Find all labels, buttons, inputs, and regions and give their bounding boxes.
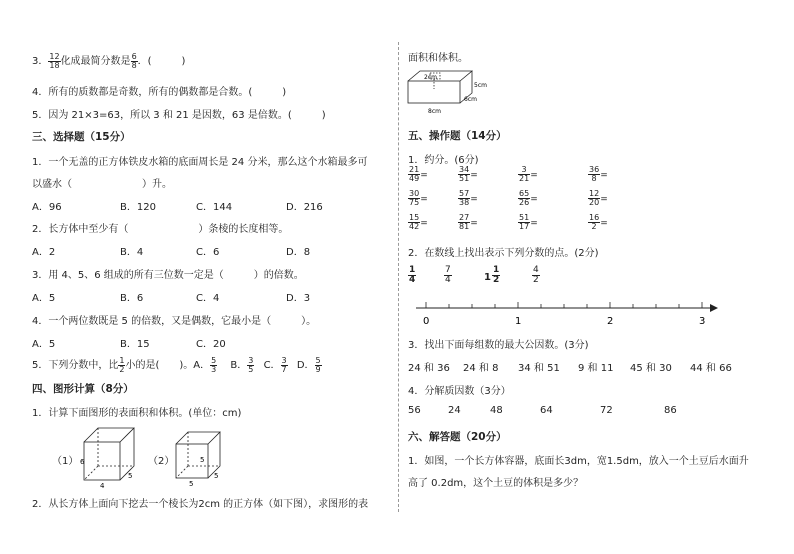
number-line: [408, 298, 720, 328]
solve-q1-line1: 1．如图，一个长方体容器，底面长3dm，宽1.5dm，放入一个土豆后水面升: [408, 456, 749, 467]
gcd-group-item: 9 和 11: [578, 363, 614, 374]
solve-q1-line2: 高了 0.2dm，这个土豆的体积是多少？: [408, 478, 584, 489]
choice-q5: 5．下列分数中，比 $\frac{1}{2}$ 小的是( )。A． $\frac{5}{3}$ B． $\frac{3}{5}$ C． $\frac{3}{7}$ D． $\frac{5}{9}$: [32, 355, 321, 374]
choice-q4: 4．一个两位数既是 5 的倍数，又是偶数，它最小是（ ）。: [32, 316, 317, 327]
gcd-group-item: 24 和 36: [408, 363, 450, 374]
choice-q2: 2．长方体中至少有（ ）条棱的长度相等。: [32, 224, 289, 235]
reduce-fraction-item: $\frac{27}{81}$ =: [459, 213, 478, 231]
gcd-group-item: 34 和 51: [518, 363, 560, 374]
reduce-fraction-item: $\frac{30}{75}$ =: [409, 189, 428, 207]
choice-q1-options: A．96 B．120 C．144 D．216: [32, 202, 323, 213]
choice-q3: 3．用 4、5、6 组成的所有三位数一定是（ ）的倍数。: [32, 270, 304, 281]
reduce-fraction-item: $\frac{57}{38}$ =: [459, 189, 478, 207]
dim-side-a-label: 5: [200, 456, 205, 464]
choice-q3-options: A．5 B．6 C．4 D．3: [32, 293, 311, 304]
factor-number-item: 64: [540, 405, 553, 416]
figure-2-label: （2）: [148, 456, 175, 467]
section-4-title: 四、图形计算（8分）: [32, 383, 134, 395]
fraction-12-18: $\frac{12}{18}$: [49, 51, 60, 70]
geometry-q1: 1．计算下面图形的表面积和体积。(单位：cm): [32, 408, 242, 419]
dim-side-c-label: 5: [214, 472, 219, 480]
gcd-group-item: 24 和 8: [463, 363, 499, 374]
factor-number-item: 24: [448, 405, 461, 416]
geometry-q2-cont: 面积和体积。: [408, 53, 468, 64]
dim-side-b-label: 5: [189, 480, 194, 486]
reduce-fraction-item: $\frac{12}{20}$ =: [589, 189, 608, 207]
cube-figure-2: [172, 426, 226, 486]
factor-number-item: 72: [600, 405, 613, 416]
cuboid-figure-1: [80, 422, 140, 488]
dim-2cm-label: 2cm: [424, 74, 437, 81]
factor-number-item: 86: [664, 405, 677, 416]
mixed-whole: 1: [484, 272, 491, 283]
dim-height-label: 6: [80, 458, 85, 466]
fraction-option-a: $\frac{5}{3}$: [211, 355, 217, 374]
dim-5cm-label: 5cm: [474, 82, 487, 89]
fraction-1-4: $\frac{1}{4}$: [409, 265, 416, 285]
operation-q3: 3．找出下面每组数的最大公因数。(3分): [408, 340, 589, 351]
fraction-option-c: $\frac{3}{7}$: [281, 355, 287, 374]
dim-6cm-label: 6cm: [464, 96, 477, 103]
number-line-label: 1: [515, 316, 522, 327]
number-line-label: 2: [607, 316, 614, 327]
reduce-fraction-item: $\frac{36}{8}$ =: [589, 165, 608, 183]
choice-q1-line1: 1．一个无盖的正方体铁皮水箱的底面周长是 24 分米，那么这个水箱最多可: [32, 157, 368, 168]
hollow-box-figure: [404, 67, 494, 119]
gcd-group-item: 45 和 30: [630, 363, 672, 374]
section-6-title: 六、解答题（20分）: [408, 431, 507, 443]
fraction-6-8: $\frac{6}{8}$: [131, 51, 137, 70]
section-3-title: 三、选择题（15分）: [32, 131, 131, 143]
factor-number-item: 48: [490, 405, 503, 416]
fraction-4-2: $\frac{4}{2}$: [533, 265, 539, 285]
column-divider: [398, 42, 399, 512]
reduce-fraction-item: $\frac{3}{21}$ =: [519, 165, 538, 183]
fraction-7-4: $\frac{7}{4}$: [445, 265, 451, 285]
operation-q1: 1．约分。(6分): [408, 155, 479, 166]
geometry-q2: 2．从长方体上面向下挖去一个棱长为2cm 的正方体（如下图），求图形的表: [32, 499, 369, 510]
judge-q3: 3． $\frac{12}{18}$ 化成最简分数是 $\frac{6}{8}$ ．( ): [32, 51, 186, 70]
fraction-option-d: $\frac{5}{9}$: [315, 355, 321, 374]
operation-q4: 4．分解质因数（3分）: [408, 386, 511, 397]
factor-number-item: 56: [408, 405, 421, 416]
section-5-title: 五、操作题（14分）: [408, 130, 507, 142]
choice-q1-line2: 以盛水（ ）升。: [32, 179, 172, 190]
dim-depth-label: 5: [128, 472, 133, 480]
dim-width-label: 4: [100, 482, 105, 488]
fraction-1-2-mixed: $\frac{1}{2}$: [493, 265, 500, 285]
judge-q5: 5．因为 21×3=63，所以 3 和 21 是因数，63 是倍数。( ): [32, 110, 326, 121]
reduce-fraction-item: $\frac{15}{42}$ =: [409, 213, 428, 231]
fraction-1-2: $\frac{1}{2}$: [119, 355, 125, 374]
figure-1-label: （1）: [52, 456, 79, 467]
fraction-option-b: $\frac{3}{5}$: [248, 355, 254, 374]
judge-q4: 4．所有的质数都是奇数，所有的偶数都是合数。( ): [32, 87, 287, 98]
choice-q2-options: A．2 B．4 C．6 D．8: [32, 247, 311, 258]
number-line-label: 3: [699, 316, 706, 327]
reduce-fraction-item: $\frac{16}{2}$ =: [589, 213, 608, 231]
number-line-label: 0: [423, 316, 430, 327]
reduce-fraction-item: $\frac{21}{49}$ =: [409, 165, 428, 183]
gcd-group-item: 44 和 66: [690, 363, 732, 374]
reduce-fraction-item: $\frac{65}{26}$ =: [519, 189, 538, 207]
choice-q4-options: A．5 B．15 C．20: [32, 339, 226, 350]
reduce-fraction-item: $\frac{34}{51}$ =: [459, 165, 478, 183]
reduce-fraction-item: $\frac{51}{17}$ =: [519, 213, 538, 231]
dim-8cm-label: 8cm: [428, 108, 441, 115]
operation-q2: 2．在数线上找出表示下列分数的点。(2分): [408, 248, 599, 259]
